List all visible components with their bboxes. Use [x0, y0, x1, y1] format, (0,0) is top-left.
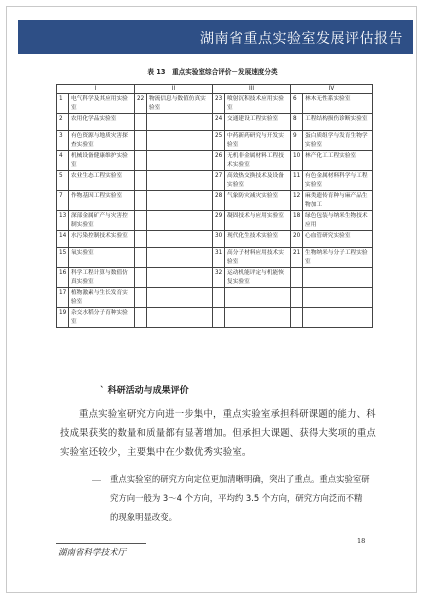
lab-number-cell: [213, 308, 225, 328]
table-row: [57, 114, 373, 131]
lab-number-cell: 26: [213, 151, 225, 171]
lab-number-cell: [135, 151, 147, 171]
lab-number-cell: 25: [213, 131, 225, 151]
lab-name-cell: [147, 171, 213, 191]
lab-number-cell: [135, 308, 147, 328]
body-paragraph: 重点实验室研究方向进一步集中，重点实验室承担科研课题的能力、科技成果获奖的数量和质量都有显著增加。但承担大课题、获得大奖项的重点实验室还较少，主要集中在少数优秀实验室。: [60, 409, 376, 458]
lab-number-cell: [135, 248, 147, 268]
lab-number-cell: [135, 211, 147, 231]
lab-number-cell: 15: [57, 248, 69, 268]
lab-number-cell: 21: [291, 248, 303, 268]
table-row: [57, 211, 373, 231]
lab-name-cell: 水污染控制技术实验室: [69, 231, 135, 248]
lab-name-cell: 工程结构损伤诊断实验室: [303, 114, 373, 131]
list-item: 重点实验室的研究方向定位更加清晰明确，突出了重点。重点实验室研究方向一般为 3～4 个方向，平均约 3.5 个方向，研究方向泛而不精的现象明显改变。: [110, 474, 370, 522]
lab-name-cell: [147, 151, 213, 171]
lab-number-cell: 29: [213, 211, 225, 231]
lab-name-cell: 高分子材料应用技术实验室: [225, 248, 291, 268]
lab-name-cell: 凝固技术与应用实验室: [225, 211, 291, 231]
lab-number-cell: 13: [57, 211, 69, 231]
lab-number-cell: 12: [291, 191, 303, 211]
footer-organization: 湖南省科学技术厅: [58, 548, 127, 558]
table-row: [57, 191, 373, 211]
lab-name-cell: 林产化工工程实验室: [303, 151, 373, 171]
lab-number-cell: 18: [291, 211, 303, 231]
lab-name-cell: 农用化学品实验室: [69, 114, 135, 131]
lab-number-cell: 3: [57, 131, 69, 151]
lab-name-cell: 蛋白质组学与发育生物学实验室: [303, 131, 373, 151]
table-row: [57, 231, 373, 248]
lab-name-cell: 有色金属材料科学与工程实验室: [303, 171, 373, 191]
lab-name-cell: 氧实验室: [69, 248, 135, 268]
table-row: [57, 171, 373, 191]
lab-name-cell: 现代化生技术实验室: [225, 231, 291, 248]
column-header: I: [57, 85, 135, 94]
lab-number-cell: 28: [213, 191, 225, 211]
lab-number-cell: 27: [213, 171, 225, 191]
list-marker: ＿: [92, 473, 102, 483]
footer-rule: [56, 543, 146, 544]
lab-number-cell: 19: [57, 308, 69, 328]
lab-name-cell: [147, 231, 213, 248]
lab-number-cell: 6: [291, 94, 303, 114]
lab-name-cell: [147, 211, 213, 231]
lab-name-cell: [147, 191, 213, 211]
lab-name-cell: 绿色包装与纳米生物技术应用: [303, 211, 373, 231]
lab-number-cell: [291, 288, 303, 308]
lab-name-cell: 机械设备健康维护实验室: [69, 151, 135, 171]
report-title: 湖南省重点实验室发展评估报告: [200, 31, 403, 47]
header-band: [18, 20, 413, 54]
lab-name-cell: [147, 308, 213, 328]
lab-number-cell: 22: [135, 94, 147, 114]
column-header: II: [135, 85, 213, 94]
lab-number-cell: 9: [291, 131, 303, 151]
table-header-row: [57, 85, 373, 94]
lab-name-cell: [147, 131, 213, 151]
classification-table: [56, 84, 373, 328]
lab-number-cell: 30: [213, 231, 225, 248]
lab-number-cell: [135, 191, 147, 211]
lab-number-cell: [213, 288, 225, 308]
column-header: III: [213, 85, 291, 94]
table-row: [57, 94, 373, 114]
table-caption: 表 13 重点实验室综合评价－发展速度分类: [147, 68, 278, 76]
lab-number-cell: [291, 268, 303, 288]
lab-number-cell: [135, 288, 147, 308]
table-row: [57, 308, 373, 328]
lab-name-cell: 交通建设工程实验室: [225, 114, 291, 131]
section-heading: [100, 383, 189, 396]
lab-name-cell: 有色资源与地质灾害探查实验室: [69, 131, 135, 151]
lab-number-cell: 17: [57, 288, 69, 308]
lab-name-cell: 中药新药研究与开发实验室: [225, 131, 291, 151]
lab-name-cell: [303, 308, 373, 328]
lab-number-cell: [135, 268, 147, 288]
lab-number-cell: 24: [213, 114, 225, 131]
lab-number-cell: 10: [291, 151, 303, 171]
lab-name-cell: 深部金属矿产与灾害控制实验室: [69, 211, 135, 231]
lab-name-cell: 运动机能评定与机能恢复实验室: [225, 268, 291, 288]
lab-number-cell: 4: [57, 151, 69, 171]
lab-name-cell: 农业生态工程实验室: [69, 171, 135, 191]
lab-name-cell: 麻类遗传育种与麻产品生物加工: [303, 191, 373, 211]
lab-name-cell: 高效热交换技术及设备实验室: [225, 171, 291, 191]
lab-number-cell: 14: [57, 231, 69, 248]
lab-name-cell: 无机非金属材料工程技术实验室: [225, 151, 291, 171]
lab-name-cell: 植物激素与生长发育实验室: [69, 288, 135, 308]
table-row: [57, 248, 373, 268]
lab-number-cell: 23: [213, 94, 225, 114]
lab-name-cell: 科学工程计算与数值仿真实验室: [69, 268, 135, 288]
lab-name-cell: [147, 248, 213, 268]
lab-number-cell: 7: [57, 191, 69, 211]
lab-number-cell: 11: [291, 171, 303, 191]
section-heading-text: 科研活动与成果评价: [107, 386, 189, 396]
lab-name-cell: 生物纳米与分子工程实验室: [303, 248, 373, 268]
lab-number-cell: 5: [57, 171, 69, 191]
lab-name-cell: 气象防灾减灾实验室: [225, 191, 291, 211]
lab-name-cell: 物流信息与数值仿真实验室: [147, 94, 213, 114]
lab-number-cell: 16: [57, 268, 69, 288]
lab-name-cell: 杂交水稻分子育种实验室: [69, 308, 135, 328]
table-row: [57, 131, 373, 151]
lab-number-cell: [291, 308, 303, 328]
column-header: IV: [291, 85, 373, 94]
lab-name-cell: [147, 288, 213, 308]
table-row: [57, 268, 373, 288]
lab-name-cell: 心血管研究实验室: [303, 231, 373, 248]
lab-name-cell: [147, 268, 213, 288]
lab-name-cell: [147, 114, 213, 131]
lab-number-cell: [135, 231, 147, 248]
lab-name-cell: 电气科学及其应用实验室: [69, 94, 135, 114]
lab-number-cell: 32: [213, 268, 225, 288]
lab-number-cell: 2: [57, 114, 69, 131]
table-row: [57, 151, 373, 171]
lab-number-cell: 31: [213, 248, 225, 268]
lab-number-cell: [135, 171, 147, 191]
lab-name-cell: 林木无性系实验室: [303, 94, 373, 114]
lab-name-cell: [225, 288, 291, 308]
lab-number-cell: [135, 131, 147, 151]
lab-number-cell: 1: [57, 94, 69, 114]
table-row: [57, 288, 373, 308]
lab-name-cell: 作物基因工程实验室: [69, 191, 135, 211]
lab-name-cell: [303, 268, 373, 288]
bullet-icon: ˋ: [100, 386, 105, 396]
lab-name-cell: [225, 308, 291, 328]
page-number: 18: [357, 537, 366, 545]
lab-number-cell: 8: [291, 114, 303, 131]
lab-name-cell: [303, 288, 373, 308]
lab-name-cell: 喷射沉积技术应用实验室: [225, 94, 291, 114]
lab-number-cell: [135, 114, 147, 131]
lab-number-cell: 20: [291, 231, 303, 248]
